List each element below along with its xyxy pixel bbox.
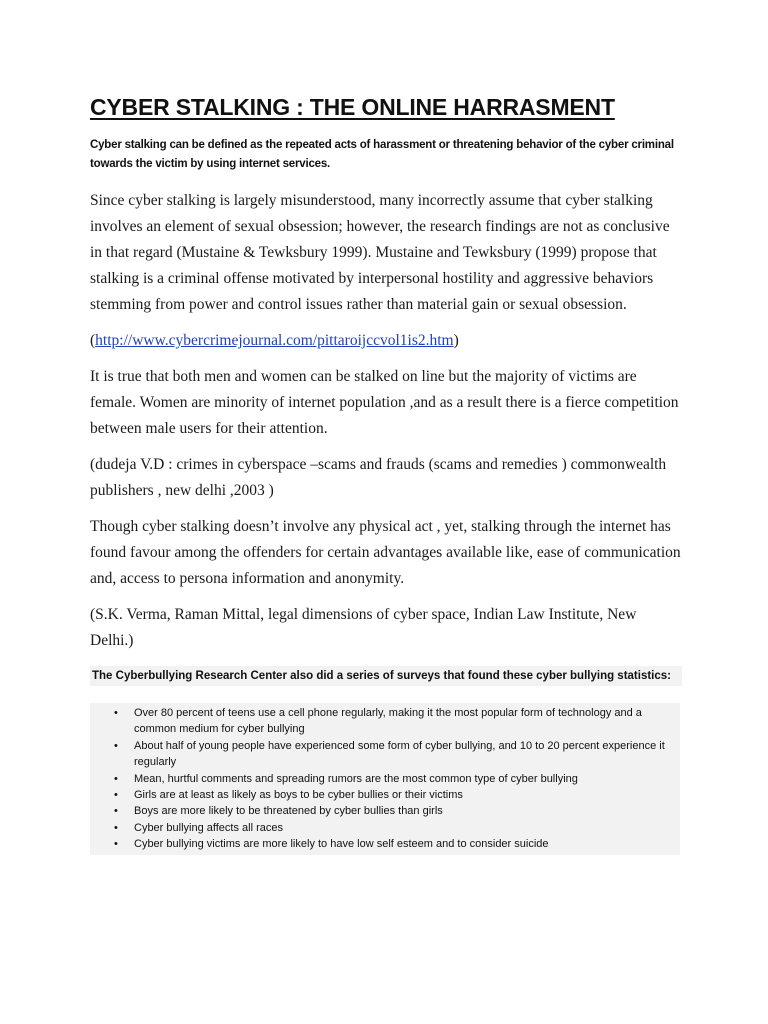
list-item-text: Mean, hurtful comments and spreading rumors are the most common type of cyber bullying [134,772,578,785]
list-item [90,836,680,852]
list-item [90,705,680,738]
paragraph-misunderstood: Since cyber stalking is largely misunderstood, many incorrectly assume that cyber stalking involves an element of sexual obsession; however, the research findings are not as conclusive in that regard (Mustaine & Tewksbury 1999). Mustaine and Tewksbury (1999) propose that stalking is a criminal offense motivated by interpersonal hostility and aggressive behaviors stemming from power and control issues rather than material gain or sexual obsession. [90,192,670,313]
page-title: CYBER STALKING : THE ONLINE HARRASMENT [90,94,615,120]
bullet-glyph: • [114,805,118,818]
bullet-glyph: • [114,838,118,851]
list-item-text: Cyber bullying victims are more likely to have low self esteem and to consider suicide [134,838,549,851]
list-item [90,771,680,787]
bullet-glyph: • [114,789,118,802]
list-item-text: About half of young people have experienced some form of cyber bullying, and 10 to 20 percent experience it regularly [134,739,665,769]
link-open-paren: ( [90,332,96,349]
list-item-text: Girls are at least as likely as boys to be cyber bullies or their victims [134,789,463,802]
paragraph-physical-act: Though cyber stalking doesn’t involve any physical act , yet, stalking through the internet has found favour among the offenders for certain advantages available like, ease of communication and, access to persona information and anonymity. [90,518,681,587]
list-item [90,738,680,771]
list-item [90,803,680,819]
intro-definition: Cyber stalking can be defined as the repeated acts of harassment or threatening behavior of the cyber criminal towards the victim by using internet services. [90,139,674,170]
bullet-glyph: • [114,739,118,752]
statistics-heading: The Cyberbullying Research Center also did a series of surveys that found these cyber bullying statistics: [90,666,682,686]
link-close-paren: ) [453,332,459,349]
reference-link-line [90,328,682,354]
citation-verma: (S.K. Verma, Raman Mittal, legal dimensions of cyber space, Indian Law Institute, New Delhi.) [90,606,637,649]
paragraph-victims: It is true that both men and women can be stalked on line but the majority of victims are female. Women are minority of internet population ,and as a result there is a fierce competition between male users for their attention. [90,368,679,437]
list-item-text: Boys are more likely to be threatened by cyber bullies than girls [134,805,443,818]
list-item-text: Over 80 percent of teens use a cell phone regularly, making it the most popular form of technology and a common medium for cyber bullying [134,707,642,736]
list-item [90,787,680,803]
list-item [90,820,680,836]
citation-dudeja: (dudeja V.D : crimes in cyberspace –scams and frauds (scams and remedies ) commonwealth publishers , new delhi ,2003 ) [90,456,667,499]
bullet-glyph: • [114,707,118,719]
statistics-list [90,703,680,855]
bullet-glyph: • [114,821,118,834]
list-item-text: Cyber bullying affects all races [134,821,283,834]
bullet-glyph: • [114,772,118,785]
reference-link[interactable]: http://www.cybercrimejournal.com/pittaroijccvol1is2.htm [95,332,454,349]
document-page [90,92,682,855]
